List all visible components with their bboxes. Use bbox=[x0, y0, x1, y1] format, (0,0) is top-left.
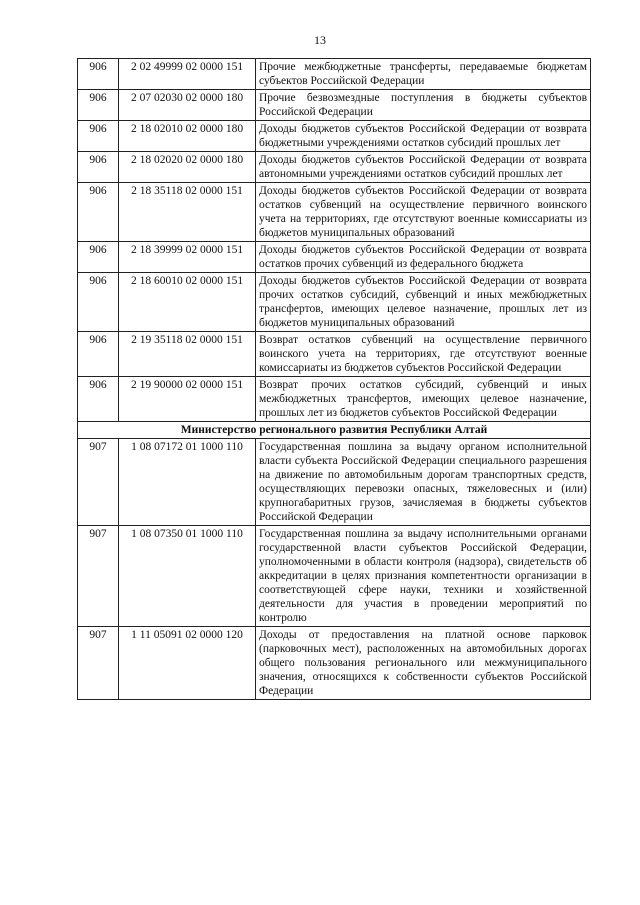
description-cell: Государственная пошлина за выдачу исполнительными органами государственной власти субъектов Российской Федерации, уполномоченными в области контроля (надзора), свидетельств об аккредитации в целях признания компетентности организации в соответствующей сфере науки, техники и хозяйственной деятельности для участия в проведении мероприятий по контролю bbox=[256, 526, 591, 627]
description-cell: Возврат прочих остатков субсидий, субвенций и иных межбюджетных трансфертов, имеющих целевое назначение, прошлых лет из бюджетов субъектов Российской Федерации bbox=[256, 377, 591, 422]
description-cell: Государственная пошлина за выдачу органом исполнительной власти субъекта Российской Федерации специального разрешения на движение по автомобильным дорогам транспортных средств, осуществляющих перевозки опасных, тяжеловесных и (или) крупногабаритных грузов, зачисляемая в бюджеты субъектов Российской Федерации bbox=[256, 439, 591, 526]
admin-code-cell: 906 bbox=[78, 59, 119, 90]
budget-code-cell: 1 11 05091 02 0000 120 bbox=[119, 627, 256, 700]
budget-code-cell: 2 07 02030 02 0000 180 bbox=[119, 90, 256, 121]
page-number: 13 bbox=[314, 33, 326, 47]
description-cell: Доходы бюджетов субъектов Российской Федерации от возврата прочих остатков субсидий, субвенций и иных межбюджетных трансфертов, имеющих целевое назначение, прошлых лет из бюджетов муниципальных образований bbox=[256, 273, 591, 332]
admin-code-cell: 906 bbox=[78, 90, 119, 121]
description-cell: Возврат остатков субвенций на осуществление первичного воинского учета на территориях, где отсутствуют военные комиссариаты из бюджетов субъектов Российской Федерации bbox=[256, 332, 591, 377]
budget-code-cell: 2 18 39999 02 0000 151 bbox=[119, 242, 256, 273]
description-cell: Доходы бюджетов субъектов Российской Федерации от возврата остатков субвенций на осуществление первичного воинского учета на территориях, где отсутствуют военные комиссариаты из бюджетов муниципальных образований bbox=[256, 183, 591, 242]
table-row bbox=[78, 183, 591, 242]
admin-code-cell: 906 bbox=[78, 242, 119, 273]
table-row bbox=[78, 59, 591, 90]
budget-code-cell: 1 08 07172 01 1000 110 bbox=[119, 439, 256, 526]
description-cell: Прочие межбюджетные трансферты, передаваемые бюджетам субъектов Российской Федерации bbox=[256, 59, 591, 90]
admin-code-cell: 906 bbox=[78, 332, 119, 377]
table-row bbox=[78, 439, 591, 526]
description-cell: Прочие безвозмездные поступления в бюджеты субъектов Российской Федерации bbox=[256, 90, 591, 121]
section-title: Министерство регионального развития Республики Алтай bbox=[78, 422, 591, 439]
description-cell: Доходы от предоставления на платной основе парковок (парковочных мест), расположенных на автомобильных дорогах общего пользования регионального или межмуниципального значения, относящихся к собственности субъектов Российской Федерации bbox=[256, 627, 591, 700]
budget-code-cell: 2 19 35118 02 0000 151 bbox=[119, 332, 256, 377]
budget-code-cell: 2 18 60010 02 0000 151 bbox=[119, 273, 256, 332]
budget-code-cell: 2 18 02010 02 0000 180 bbox=[119, 121, 256, 152]
admin-code-cell: 906 bbox=[78, 183, 119, 242]
table-row bbox=[78, 152, 591, 183]
description-cell: Доходы бюджетов субъектов Российской Федерации от возврата бюджетными учреждениями остатков субсидий прошлых лет bbox=[256, 121, 591, 152]
budget-code-cell: 2 18 02020 02 0000 180 bbox=[119, 152, 256, 183]
budget-code-cell: 1 08 07350 01 1000 110 bbox=[119, 526, 256, 627]
table-row bbox=[78, 377, 591, 422]
budget-code-cell: 2 19 90000 02 0000 151 bbox=[119, 377, 256, 422]
revenue-codes-table bbox=[77, 58, 591, 700]
table-row bbox=[78, 627, 591, 700]
table-row bbox=[78, 90, 591, 121]
admin-code-cell: 906 bbox=[78, 152, 119, 183]
admin-code-cell: 907 bbox=[78, 526, 119, 627]
table-row bbox=[78, 242, 591, 273]
budget-code-cell: 2 18 35118 02 0000 151 bbox=[119, 183, 256, 242]
admin-code-cell: 906 bbox=[78, 377, 119, 422]
budget-code-cell: 2 02 49999 02 0000 151 bbox=[119, 59, 256, 90]
admin-code-cell: 907 bbox=[78, 627, 119, 700]
admin-code-cell: 907 bbox=[78, 439, 119, 526]
description-cell: Доходы бюджетов субъектов Российской Федерации от возврата остатков прочих субвенций из федерального бюджета bbox=[256, 242, 591, 273]
description-cell: Доходы бюджетов субъектов Российской Федерации от возврата автономными учреждениями остатков субсидий прошлых лет bbox=[256, 152, 591, 183]
section-header-row bbox=[78, 422, 591, 439]
admin-code-cell: 906 bbox=[78, 121, 119, 152]
admin-code-cell: 906 bbox=[78, 273, 119, 332]
table-row bbox=[78, 332, 591, 377]
table-row bbox=[78, 273, 591, 332]
table-row bbox=[78, 526, 591, 627]
table-row bbox=[78, 121, 591, 152]
